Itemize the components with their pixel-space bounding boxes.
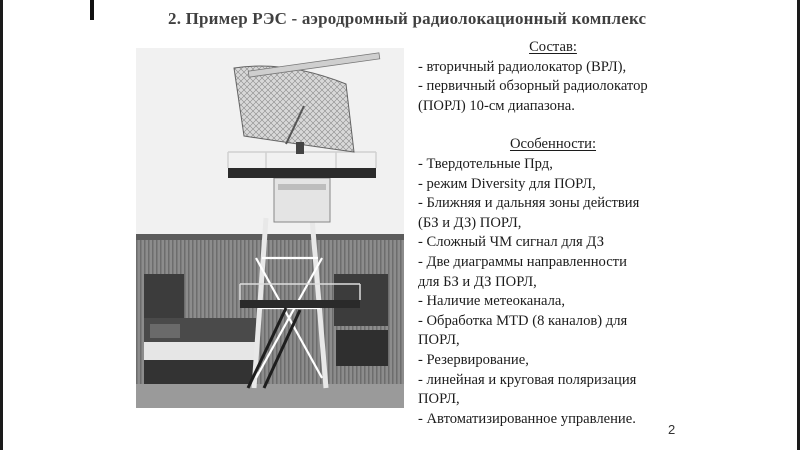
features-line: - Наличие метеоканала, — [418, 293, 566, 310]
radar-photo — [136, 48, 404, 408]
features-line: (БЗ и ДЗ) ПОРЛ, — [418, 214, 522, 231]
scan-mark — [90, 0, 94, 20]
features-line: - Сложный ЧМ сигнал для ДЗ — [418, 234, 605, 251]
composition-heading: Состав: — [529, 39, 577, 55]
features-line: - линейная и круговая поляризация — [418, 371, 637, 388]
features-line: ПОРЛ, — [418, 332, 460, 349]
features-line: - режим Diversity для ПОРЛ, — [418, 175, 596, 192]
features-line: - Ближняя и дальняя зоны действия — [418, 195, 640, 212]
left-scan-border — [0, 0, 3, 450]
features-heading: Особенности: — [509, 136, 597, 153]
description-column — [418, 38, 688, 429]
page-number: 2 — [668, 422, 676, 437]
features-line: - Автоматизированное управление. — [418, 410, 636, 427]
features-line: - Твердотельные Прд, — [418, 155, 553, 172]
slide-title: 2. Пример РЭС - аэродромный радиолокационный комплекс — [168, 9, 647, 28]
features-line: - Обработка MTD (8 каналов) для — [418, 312, 628, 329]
section-gap — [418, 116, 688, 135]
features-line: ПОРЛ, — [418, 391, 460, 408]
features-line: - Резервирование, — [418, 351, 529, 368]
composition-line: - первичный обзорный радиолокатор — [418, 78, 648, 95]
composition-line: (ПОРЛ) 10-см диапазона. — [418, 97, 575, 114]
composition-line: - вторичный радиолокатор (ВРЛ), — [418, 58, 627, 75]
features-line: для БЗ и ДЗ ПОРЛ, — [418, 273, 537, 290]
features-line: - Две диаграммы направленности — [418, 253, 627, 270]
